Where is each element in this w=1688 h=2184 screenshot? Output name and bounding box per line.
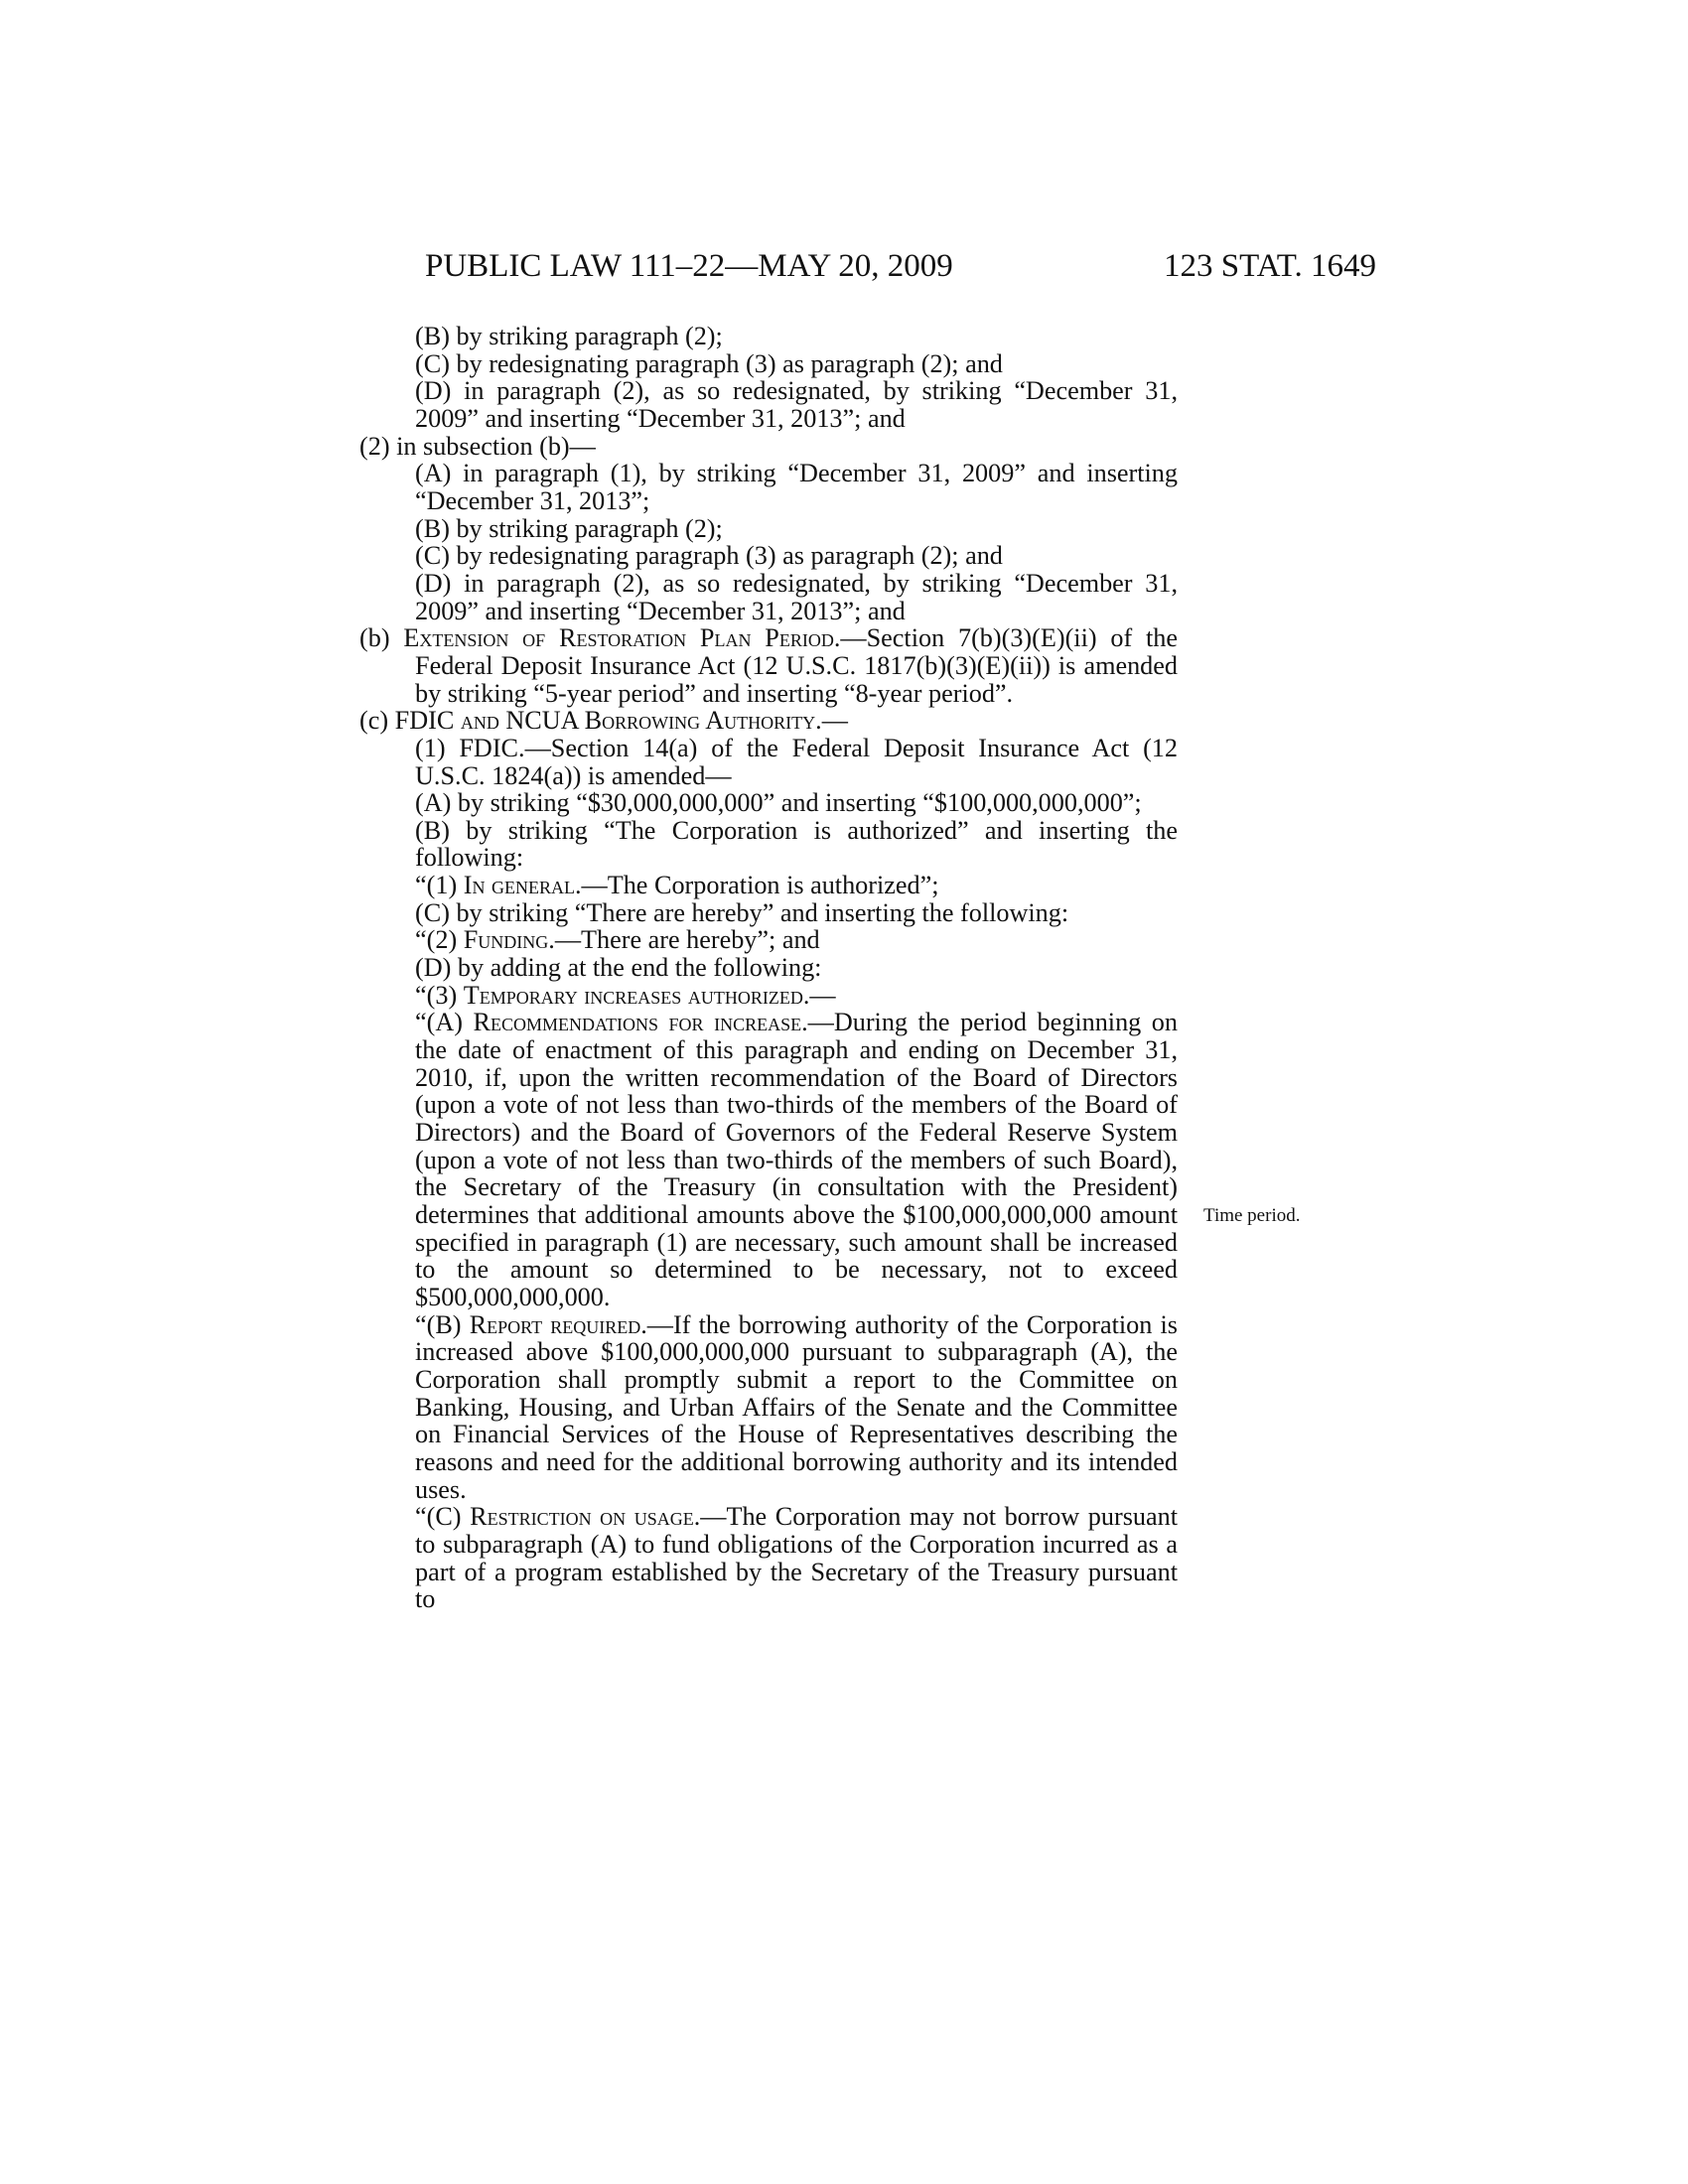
page-title: PUBLIC LAW 111–22—MAY 20, 2009 — [425, 248, 953, 284]
paragraph-text: .—Section 7(b)(3)(E)(ii) of the Federal Deposit Insurance Act (12 U.S.C. 1817(b)(3)(E)(ii)) is amended by striking “5-year period” and inserting “8-year period”. — [415, 623, 1178, 708]
paragraph — [304, 323, 1178, 350]
paragraph-text: (C) by redesignating paragraph (3) as paragraph (2); and — [415, 541, 1003, 571]
paragraph — [304, 872, 1178, 899]
paragraph — [304, 1503, 1178, 1613]
paragraph — [304, 542, 1178, 570]
paragraph — [304, 1009, 1178, 1310]
paragraph-text: (A) in paragraph (1), by striking “December 31, 2009” and inserting “December 31, 2013”; — [415, 459, 1178, 515]
page-header — [425, 246, 1376, 286]
paragraph-text: .— — [815, 706, 848, 736]
paragraph-heading: Funding — [463, 925, 549, 955]
paragraph-heading: Extension of Restoration Plan Period — [403, 623, 834, 653]
paragraph — [304, 707, 1178, 735]
statute-page-number: 123 STAT. 1649 — [1163, 248, 1376, 284]
paragraph-heading: Temporary increases authorized — [463, 980, 803, 1010]
paragraph-text: .— — [802, 980, 836, 1010]
paragraph-designation: “(A) — [415, 1008, 474, 1037]
paragraph-designation: (b) — [359, 623, 404, 653]
paragraph-heading: Report required — [469, 1309, 641, 1339]
paragraph — [304, 570, 1178, 624]
paragraph-text: .—The Corporation may not borrow pursuant to subparagraph (A) to fund obligations of the Corporation incurred as a part of a program established by the Secretary of the Treasury pursuant to — [415, 1502, 1178, 1614]
paragraph-text: (C) by striking “There are hereby” and inserting the following: — [415, 897, 1069, 927]
paragraph-text: (D) by adding at the end the following: — [415, 953, 822, 983]
paragraph-text: (B) by striking paragraph (2); — [415, 322, 723, 350]
paragraph-designation: “(B) — [415, 1309, 470, 1339]
paragraph-text: (D) in paragraph (2), as so redesignated, by striking “December 31, 2009” and inserting “December 31, 2013”; and — [415, 376, 1178, 433]
paragraph-text: .—During the period beginning on the date of enactment of this paragraph and ending on December 31, 2010, if, upon the written recommendation of the Board of Directors (upon a vote of not less than two-thirds of the members of the Board of Directors) and the Board of Governors of the Federal Reserve System (upon a vote of not less than two-thirds of the members of such Board), the Secretary of the Treasury (in consultation with the President) determines that additional amounts above the $100,000,000,000 amount specified in paragraph (1) are necessary, such amount shall be increased to the amount so determined to be necessary, not to exceed $500,000,000,000. — [415, 1008, 1178, 1311]
paragraph-text: (D) in paragraph (2), as so redesignated, by striking “December 31, 2009” and inserting “December 31, 2013”; and — [415, 568, 1178, 625]
paragraph — [304, 350, 1178, 378]
paragraph-heading: FDIC and NCUA Borrowing Authority — [394, 706, 816, 736]
paragraph-designation: “(2) — [415, 925, 464, 955]
paragraph — [304, 460, 1178, 514]
paragraph — [304, 377, 1178, 432]
paragraph — [304, 1311, 1178, 1504]
paragraph-text: (2) in subsection (b)— — [359, 431, 596, 461]
paragraph-text: (C) by redesignating paragraph (3) as paragraph (2); and — [415, 348, 1003, 378]
paragraph — [304, 982, 1178, 1010]
paragraph-heading: In general — [463, 871, 575, 900]
paragraph — [304, 735, 1178, 789]
paragraph — [304, 926, 1178, 954]
paragraph-text: .—If the borrowing authority of the Corporation is increased above $100,000,000,000 pursuant to subparagraph (A), the Corporation shall promptly submit a report to the Committee on Banking, Housing, and Urban Affairs of the Senate and the Committee on Financial Services of the House of Representatives describing the reasons and need for the additional borrowing authority and its intended uses. — [415, 1309, 1178, 1504]
paragraph-heading: Recommendations for increase — [473, 1008, 802, 1037]
paragraph — [304, 789, 1178, 817]
paragraph-text: (B) by striking “The Corporation is authorized” and inserting the following: — [415, 815, 1178, 873]
paragraph — [304, 624, 1178, 707]
paragraph-designation: “(1) — [415, 871, 464, 900]
paragraph-designation: “(C) — [415, 1502, 471, 1532]
paragraph-text: .—The Corporation is authorized”; — [574, 871, 939, 900]
paragraph — [304, 954, 1178, 982]
paragraph-heading: FDIC — [459, 733, 519, 762]
paragraph — [304, 817, 1178, 872]
paragraph-designation: (c) — [359, 706, 395, 736]
paragraph — [304, 899, 1178, 927]
paragraph-text: (A) by striking “$30,000,000,000” and inserting “$100,000,000,000”; — [415, 788, 1142, 818]
paragraph — [304, 515, 1178, 543]
paragraph-designation: (1) — [415, 733, 460, 762]
paragraph — [304, 433, 1178, 461]
paragraph-text: .—Section 14(a) of the Federal Deposit Insurance Act (12 U.S.C. 1824(a)) is amended— — [415, 733, 1178, 790]
paragraph-heading: Restriction on usage — [470, 1502, 694, 1532]
paragraph-designation: “(3) — [415, 980, 464, 1010]
document-body — [304, 323, 1178, 1613]
paragraph-text: (B) by striking paragraph (2); — [415, 513, 723, 543]
margin-note: Time period. — [1203, 1205, 1301, 1226]
paragraph-text: .—There are hereby”; and — [548, 925, 820, 955]
